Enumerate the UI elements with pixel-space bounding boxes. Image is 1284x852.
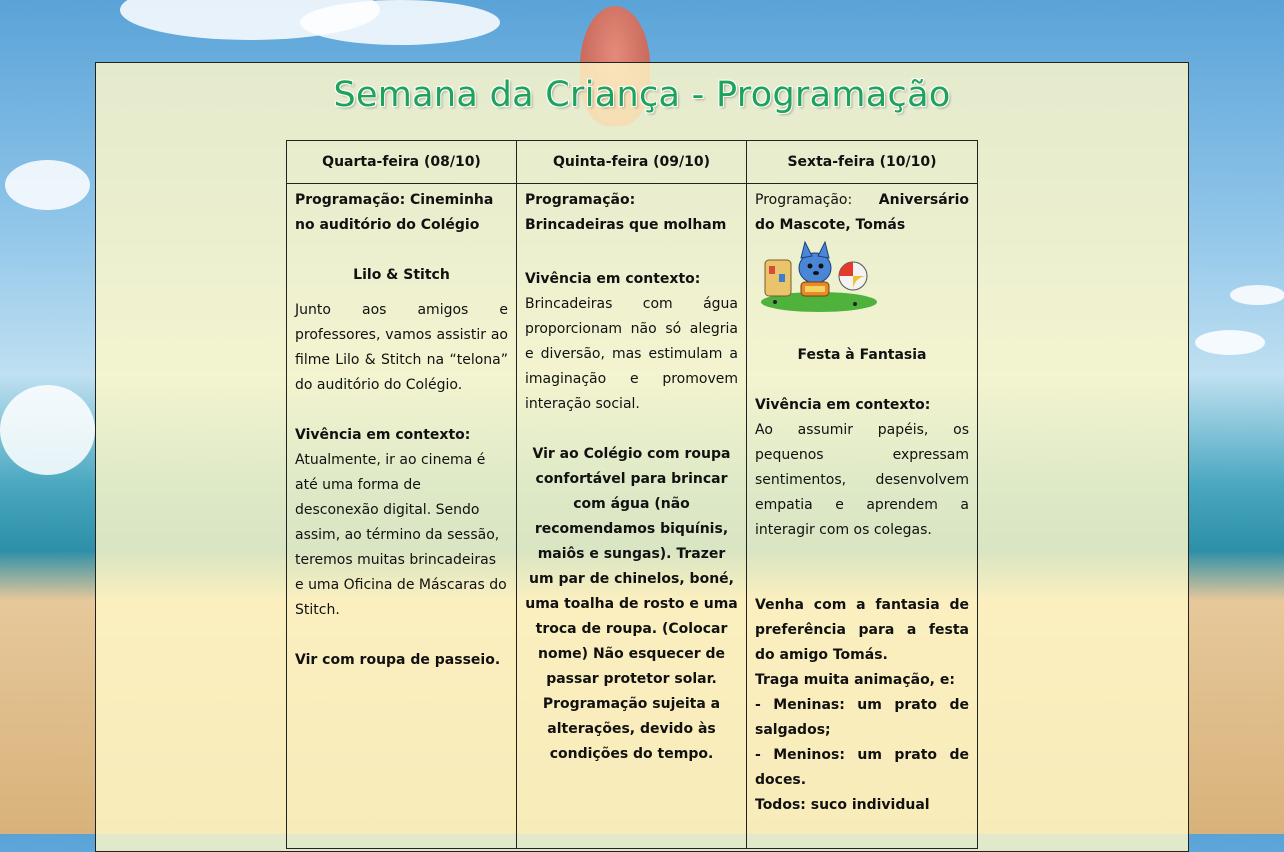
vivencia-text: Ao assumir papéis, os pequenos expressam sentimentos, desenvolvem empatia e aprendem a interagir com os colegas. bbox=[755, 422, 969, 538]
bring-text: Traga muita animação, e: bbox=[755, 672, 955, 688]
header-thursday: Quinta-feira (09/10) bbox=[517, 141, 747, 184]
cloud bbox=[1230, 285, 1284, 305]
invite-text: Venha com a fantasia de preferência para a festa do amigo Tomás. bbox=[755, 597, 969, 663]
cloud bbox=[1195, 330, 1265, 355]
program-value: Aniversário do Mascote, Tomás bbox=[755, 192, 969, 233]
program-label: Programação bbox=[525, 192, 630, 208]
vivencia-label: Vivência em contexto: bbox=[295, 427, 471, 443]
cell-friday bbox=[747, 184, 978, 849]
table-body-row bbox=[287, 184, 978, 849]
vivencia-label: Vivência em contexto: bbox=[755, 397, 931, 413]
program-line bbox=[525, 188, 738, 238]
instructions-text: Vir ao Colégio com roupa confortável para brincar com água (não recomendamos biquínis, maiôs e sungas). Trazer um par de chinelos, boné, uma toalha de rosto e uma troca de roupa. (Colocar nome) Não esquecer de passar protetor solar. Programação sujeita a alterações, devido às condições do tempo. bbox=[525, 446, 738, 762]
film-title: Lilo & Stitch bbox=[353, 267, 450, 283]
cloud bbox=[300, 0, 500, 45]
header-friday: Sexta-feira (10/10) bbox=[747, 141, 978, 184]
cloud bbox=[0, 385, 95, 475]
schedule-table bbox=[286, 140, 978, 849]
dress-note: Vir com roupa de passeio. bbox=[295, 652, 501, 668]
girls-item: - Meninas: um prato de salgados; bbox=[755, 697, 969, 738]
program-label: Programação bbox=[295, 192, 400, 208]
cloud bbox=[5, 160, 90, 210]
cell-wednesday bbox=[287, 184, 517, 849]
page-title: Semana da Criança - Programação bbox=[333, 75, 951, 115]
program-label: Programação: bbox=[755, 192, 853, 208]
program-line bbox=[755, 188, 969, 238]
program-value: : Cineminha no auditório do Colégio bbox=[295, 192, 494, 233]
vivencia-label: Vivência em contexto: bbox=[525, 271, 701, 287]
program-sheet bbox=[95, 62, 1189, 852]
program-line bbox=[295, 188, 508, 238]
event-title: Festa à Fantasia bbox=[797, 347, 927, 363]
cell-thursday bbox=[517, 184, 747, 849]
film-description: Junto aos amigos e professores, vamos assistir ao filme Lilo & Stitch na “telona” do auditório do Colégio. bbox=[295, 302, 508, 393]
table-header-row bbox=[287, 141, 978, 184]
vivencia-text: Atualmente, ir ao cinema é até uma forma de desconexão digital. Sendo assim, ao término da sessão, teremos muitas brincadeiras e uma Oficina de Máscaras do Stitch. bbox=[295, 452, 507, 618]
vivencia-text: Brincadeiras com água proporcionam não só alegria e diversão, mas estimulam a imaginação e promovem interação social. bbox=[525, 296, 738, 412]
mascot-dog-icon bbox=[755, 240, 877, 312]
boys-item: - Meninos: um prato de doces. bbox=[755, 747, 969, 788]
header-wednesday: Quarta-feira (08/10) bbox=[287, 141, 517, 184]
all-item: Todos: suco individual bbox=[755, 797, 930, 813]
program-value: : Brincadeiras que molham bbox=[525, 192, 727, 233]
